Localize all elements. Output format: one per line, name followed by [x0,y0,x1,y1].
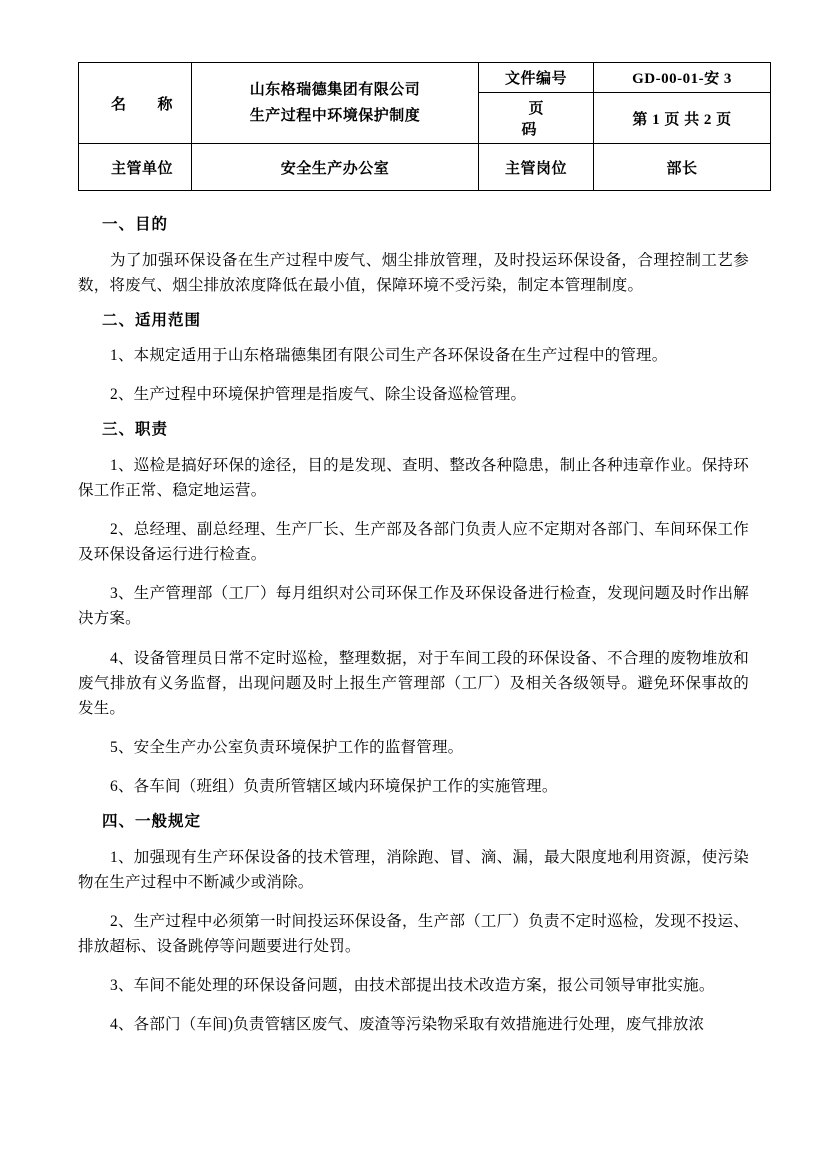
doc-number-label-cell: 文件编号 [479,63,594,93]
paragraph: 2、总经理、副总经理、生产厂长、生产部及各部门负责人应不定期对各部门、车间环保工作及环保设备运行进行检查。 [78,521,749,564]
section-heading: 三、职责 [102,421,169,439]
name-label-cell: 名 称 [79,63,192,144]
paragraph: 1、加强现有生产环保设备的技术管理，消除跑、冒、滴、漏，最大限度地利用资源，使污染物在生产过程中不断减少或消除。 [78,848,749,891]
paragraph: 5、安全生产办公室负责环境保护工作的监督管理。 [110,738,464,756]
paragraph: 2、生产过程中环境保护管理是指废气、除尘设备巡检管理。 [110,386,527,404]
paragraph: 为了加强环保设备在生产过程中废气、烟尘排放管理，及时投运环保设备，合理控制工艺参数，将废气、烟尘排放浓度降低在最小值，保障环境不受污染，制定本管理制度。 [78,251,749,294]
document-title-line-1: 山东格瑞德集团有限公司 [249,81,421,98]
page-label-cell: 页 码 [479,93,594,144]
dept-label-cell: 主管单位 [79,144,192,191]
dept-value-cell: 安全生产办公室 [192,144,479,191]
page-value-cell: 第 1 页 共 2 页 [594,93,771,144]
document-title-line-2: 生产过程中环境保护制度 [249,108,421,124]
paragraph: 4、设备管理员日常不定时巡检，整理数据，对于车间工段的环保设备、不合理的废物堆放和废气排放有义务监督，出现问题及时上报生产管理部（工厂）及相关各级领导。避免环保事故的发生。 [78,649,749,717]
post-label-cell: 主管岗位 [479,144,594,191]
table-row [79,144,771,191]
doc-number-value-cell: GD-00-01-安 3 [594,63,771,93]
document-header-table [78,62,771,191]
paragraph: 4、各部门（车间)负责管辖区废气、废渣等污染物采取有效措施进行处理，废气排放浓 [110,1016,705,1034]
paragraph: 3、车间不能处理的环保设备问题，由技术部提出技术改造方案，报公司领导审批实施。 [110,977,715,995]
paragraph: 6、各车间（班组）负责所管辖区域内环境保护工作的实施管理。 [110,778,558,796]
paragraph: 1、本规定适用于山东格瑞德集团有限公司生产各环保设备在生产过程中的管理。 [110,347,668,365]
document-title-cell [192,63,479,144]
section-heading: 二、适用范围 [102,311,202,329]
post-value-cell: 部长 [594,144,771,191]
table-row [79,63,771,93]
paragraph: 1、巡检是搞好环保的途径，目的是发现、查明、整改各种隐患，制止各种违章作业。保持环保工作正常、稳定地运营。 [78,456,749,500]
paragraph: 2、生产过程中必须第一时间投运环保设备，生产部（工厂）负责不定时巡检，发现不投运、排放超标、设备跳停等问题要进行处罚。 [78,912,749,955]
paragraph: 3、生产管理部（工厂）每月组织对公司环保工作及环保设备进行检查，发现问题及时作出解决方案。 [78,585,749,628]
document-body [78,217,749,1044]
section-heading: 一、目的 [102,216,169,233]
section-heading: 四、一般规定 [102,813,202,831]
